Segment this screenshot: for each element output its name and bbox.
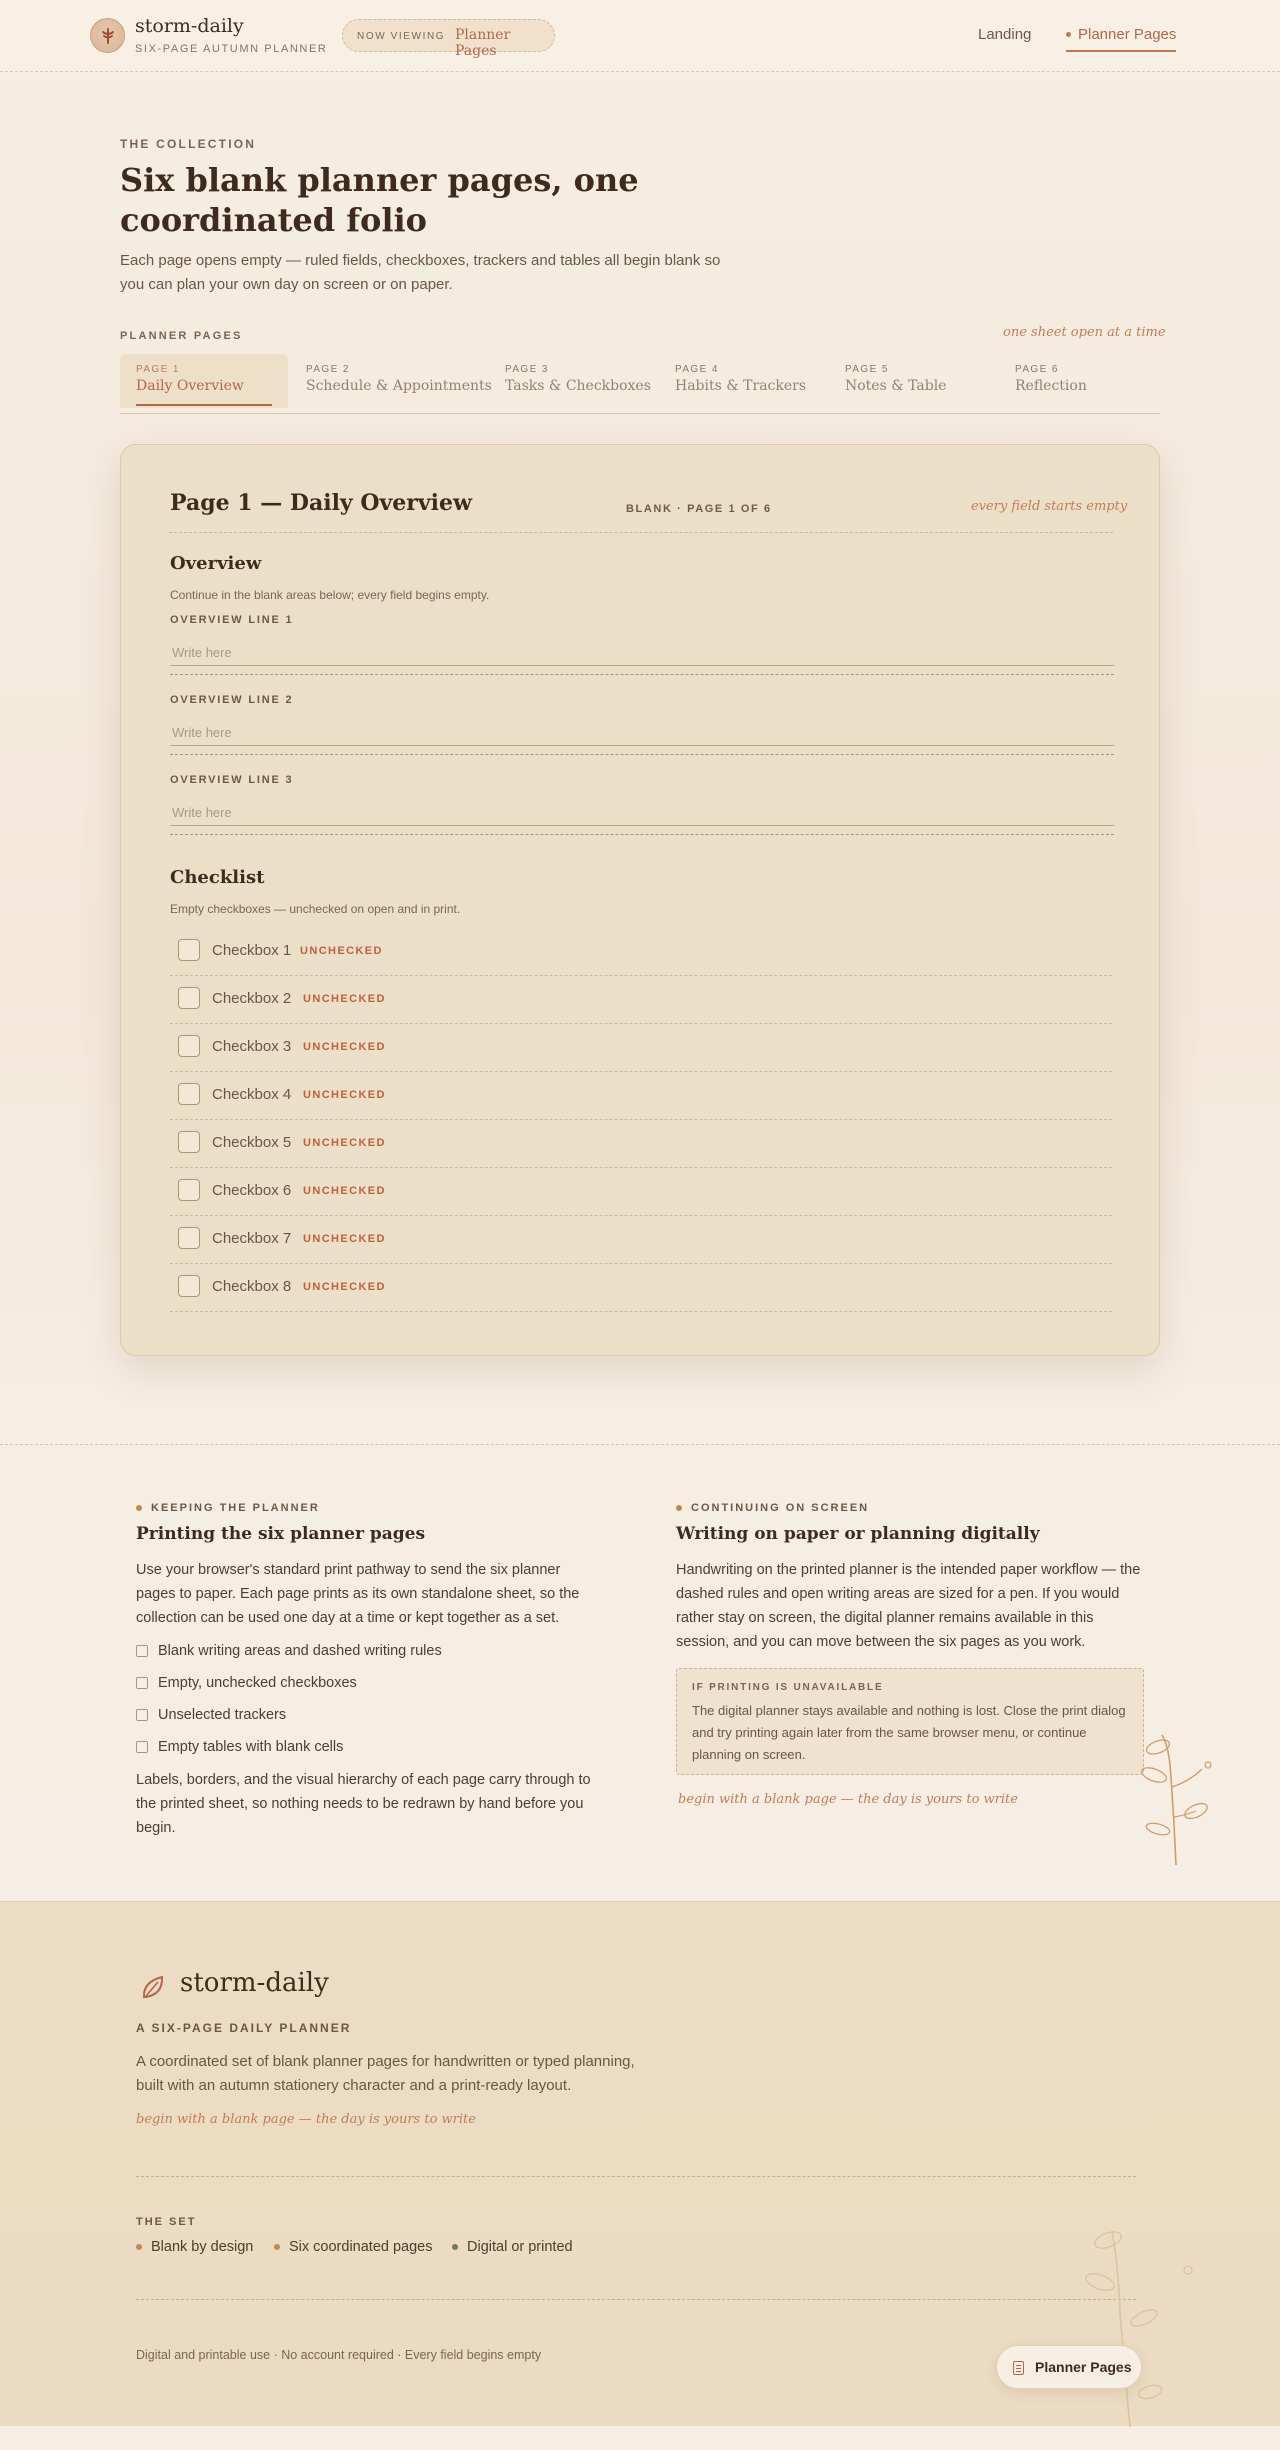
tab-number: PAGE 1 (136, 364, 180, 375)
footer-legal: Digital and printable use · No account required · Every field begins empty (136, 2348, 542, 2362)
overview-line-3-label: OVERVIEW LINE 3 (170, 774, 294, 786)
note-text: The digital planner stays available and nothing is lost. Close the print dialog and try printing again later from the same browser menu, or continue planning on screen. (692, 1703, 1126, 1762)
status-badge: UNCHECKED (303, 1041, 386, 1053)
checklist-item[interactable] (170, 1264, 1112, 1312)
print-list-item (136, 1739, 343, 1755)
tab-page-1[interactable] (120, 354, 288, 408)
checkbox[interactable] (178, 1275, 200, 1297)
screen-paragraph: Handwriting on the printed planner is the intended paper workflow — the dashed rules and open writing areas are sized for a pen. If you would rather stay on screen, the digital planner remains available in this session, and you can move between the six pages as you work. (676, 1562, 1141, 1650)
status-badge: UNCHECKED (303, 1185, 386, 1197)
nav-link-planner-pages[interactable] (1066, 26, 1176, 43)
print-list-item (136, 1707, 286, 1723)
tabs-note: one sheet open at a time (1003, 325, 1166, 340)
overview-line-1-label: OVERVIEW LINE 1 (170, 614, 294, 626)
planner-pages-button-label: Planner Pages (1035, 2359, 1132, 2375)
footer-sprig-illustration-icon (1060, 2222, 1210, 2427)
brand-name[interactable]: storm-daily (135, 15, 244, 37)
checkbox[interactable] (178, 1035, 200, 1057)
tab-name: Habits & Trackers (675, 378, 807, 394)
writing-rule (170, 674, 1114, 675)
now-viewing-value: Planner Pages (455, 27, 511, 59)
checkbox-label: Checkbox 5 (212, 1134, 292, 1151)
status-badge: UNCHECKED (303, 993, 386, 1005)
hero-description: Each page opens empty — ruled fields, checkboxes, trackers and tables all begin blank so you can plan your own day on screen or on paper. (120, 252, 721, 293)
planner-page-card (120, 444, 1160, 1356)
planner-pages-button[interactable] (996, 2345, 1142, 2389)
print-list-text: Empty, unchecked checkboxes (158, 1675, 357, 1691)
print-list-item (136, 1675, 357, 1691)
card-divider (169, 532, 1113, 533)
checklist-item[interactable] (170, 1120, 1112, 1168)
section-divider (0, 1444, 1280, 1445)
footer-brand[interactable]: storm-daily (180, 1968, 329, 1998)
now-viewing-badge (342, 19, 555, 59)
checkbox-label: Checkbox 3 (212, 1038, 292, 1055)
print-list-text: Blank writing areas and dashed writing rules (158, 1643, 442, 1659)
print-kicker (136, 1502, 320, 1514)
leaf-logo-icon (138, 1972, 168, 2002)
checkbox-icon (136, 1645, 148, 1657)
checkbox[interactable] (178, 939, 200, 961)
hero-kicker: THE COLLECTION (120, 137, 257, 151)
nav-link-label: Planner Pages (1078, 26, 1177, 43)
status-badge: UNCHECKED (303, 1233, 386, 1245)
checkbox-label: Checkbox 7 (212, 1230, 292, 1247)
checklist-item[interactable] (170, 1024, 1112, 1072)
set-item (452, 2239, 573, 2255)
checklist-item[interactable] (170, 1168, 1112, 1216)
print-list-text: Unselected trackers (158, 1707, 287, 1723)
dot-icon (452, 2244, 458, 2250)
overview-line-2-label: OVERVIEW LINE 2 (170, 694, 294, 706)
tab-page-4[interactable] (659, 354, 827, 408)
status-badge: UNCHECKED (300, 945, 383, 957)
tabs-kicker: PLANNER PAGES (120, 330, 243, 342)
page-title: Six blank planner pages, one coordinated folio (120, 161, 639, 239)
status-badge: UNCHECKED (303, 1137, 386, 1149)
card-title: Page 1 — Daily Overview (170, 490, 472, 516)
writing-rule (170, 834, 1114, 835)
checklist-item[interactable] (170, 1072, 1112, 1120)
set-item-text: Digital or printed (467, 2239, 573, 2255)
page-icon (1013, 2361, 1024, 2375)
checklist-item[interactable] (170, 1216, 1112, 1264)
checklist-subtitle: Empty checkboxes — unchecked on open and in print. (170, 902, 461, 916)
overview-subtitle: Continue in the blank areas below; every field begins empty. (170, 588, 490, 602)
tab-name: Tasks & Checkboxes (505, 378, 651, 394)
card-meta: BLANK · PAGE 1 OF 6 (626, 503, 772, 515)
set-item (274, 2239, 433, 2255)
tab-page-3[interactable] (489, 354, 657, 408)
card-note: every field starts empty (971, 499, 1128, 514)
print-title: Printing the six planner pages (136, 1524, 426, 1544)
overview-line-3-input[interactable] (170, 800, 1114, 826)
tab-number: PAGE 6 (1015, 364, 1059, 375)
now-viewing-label: NOW VIEWING (357, 31, 446, 42)
screen-kicker-text: CONTINUING ON SCREEN (691, 1502, 870, 1514)
overview-line-1-input[interactable] (170, 640, 1114, 666)
checkbox[interactable] (178, 1227, 200, 1249)
checklist-item[interactable] (170, 976, 1112, 1024)
nav-link-landing[interactable]: Landing (978, 26, 1032, 43)
tab-name: Daily Overview (136, 378, 244, 394)
status-badge: UNCHECKED (303, 1089, 386, 1101)
tab-number: PAGE 3 (505, 364, 549, 375)
site-footer (0, 1901, 1280, 2426)
brand-logo-icon[interactable] (90, 18, 125, 53)
kicker-dot-icon (136, 1505, 142, 1511)
set-item-text: Blank by design (151, 2239, 254, 2255)
checkbox-label: Checkbox 8 (212, 1278, 292, 1295)
tab-number: PAGE 4 (675, 364, 719, 375)
print-paragraph: Use your browser's standard print pathway to send the six planner pages to paper. Each page prints as its own standalone sheet, so the collection can be used one day at a time or kept together as a set. (136, 1562, 580, 1626)
kicker-dot-icon (676, 1505, 682, 1511)
tab-number: PAGE 5 (845, 364, 889, 375)
screen-title: Writing on paper or planning digitally (676, 1524, 1040, 1544)
checklist-title: Checklist (170, 867, 265, 888)
checkbox-label: Checkbox 4 (212, 1086, 292, 1103)
dot-icon (274, 2244, 280, 2250)
print-kicker-text: KEEPING THE PLANNER (151, 1502, 320, 1514)
active-underline (1066, 50, 1176, 52)
active-dot-icon (1066, 32, 1071, 37)
checkbox[interactable] (178, 1131, 200, 1153)
checkbox-label: Checkbox 6 (212, 1182, 292, 1199)
screen-kicker (676, 1502, 869, 1514)
footer-subtitle: A SIX-PAGE DAILY PLANNER (136, 2021, 352, 2035)
checkbox-label: Checkbox 1 (212, 942, 292, 959)
dot-icon (136, 2244, 142, 2250)
print-closing: Labels, borders, and the visual hierarchy of each page carry through to the printed sheet, so nothing needs to be redrawn by hand before you begin. (136, 1772, 591, 1836)
brand-tagline: SIX-PAGE AUTUMN PLANNER (135, 43, 328, 55)
site-header (0, 0, 1280, 72)
print-unavailable-note (676, 1668, 1144, 1775)
tab-name: Notes & Table (845, 378, 947, 394)
overview-line-2-input[interactable] (170, 720, 1114, 746)
set-item-text: Six coordinated pages (289, 2239, 433, 2255)
note-kicker: IF PRINTING IS UNAVAILABLE (692, 1682, 884, 1693)
checkbox[interactable] (178, 987, 200, 1009)
tab-page-6[interactable] (999, 354, 1159, 408)
checklist-item[interactable] (170, 928, 1112, 976)
footer-script-tagline: begin with a blank page — the day is yours to write (136, 2112, 476, 2127)
tab-number: PAGE 2 (306, 364, 350, 375)
checkbox-icon (136, 1709, 148, 1721)
footer-set-kicker: THE SET (136, 2216, 197, 2228)
checkbox[interactable] (178, 1083, 200, 1105)
writing-rule (170, 754, 1114, 755)
status-badge: UNCHECKED (303, 1281, 386, 1293)
checkbox-icon (136, 1741, 148, 1753)
print-list-text: Empty tables with blank cells (158, 1739, 344, 1755)
sprig-illustration-icon (1130, 1725, 1220, 1875)
footer-divider (136, 2176, 1136, 2177)
footer-divider (136, 2299, 1136, 2300)
print-list-item (136, 1643, 442, 1659)
tab-page-2[interactable] (290, 354, 492, 408)
tabs-divider (120, 413, 1160, 414)
checkbox-label: Checkbox 2 (212, 990, 292, 1007)
overview-title: Overview (170, 553, 262, 574)
tab-name: Reflection (1015, 378, 1087, 394)
footer-description: A coordinated set of blank planner pages for handwritten or typed planning, built with an autumn stationery character and a print-ready layout. (136, 2053, 635, 2094)
tab-active-bar (136, 404, 272, 406)
checkbox[interactable] (178, 1179, 200, 1201)
set-item (136, 2239, 253, 2255)
tab-name: Schedule & Appointments (306, 378, 492, 394)
tab-page-5[interactable] (829, 354, 997, 408)
script-tagline: begin with a blank page — the day is yours to write (678, 1792, 1018, 1807)
checkbox-icon (136, 1677, 148, 1689)
